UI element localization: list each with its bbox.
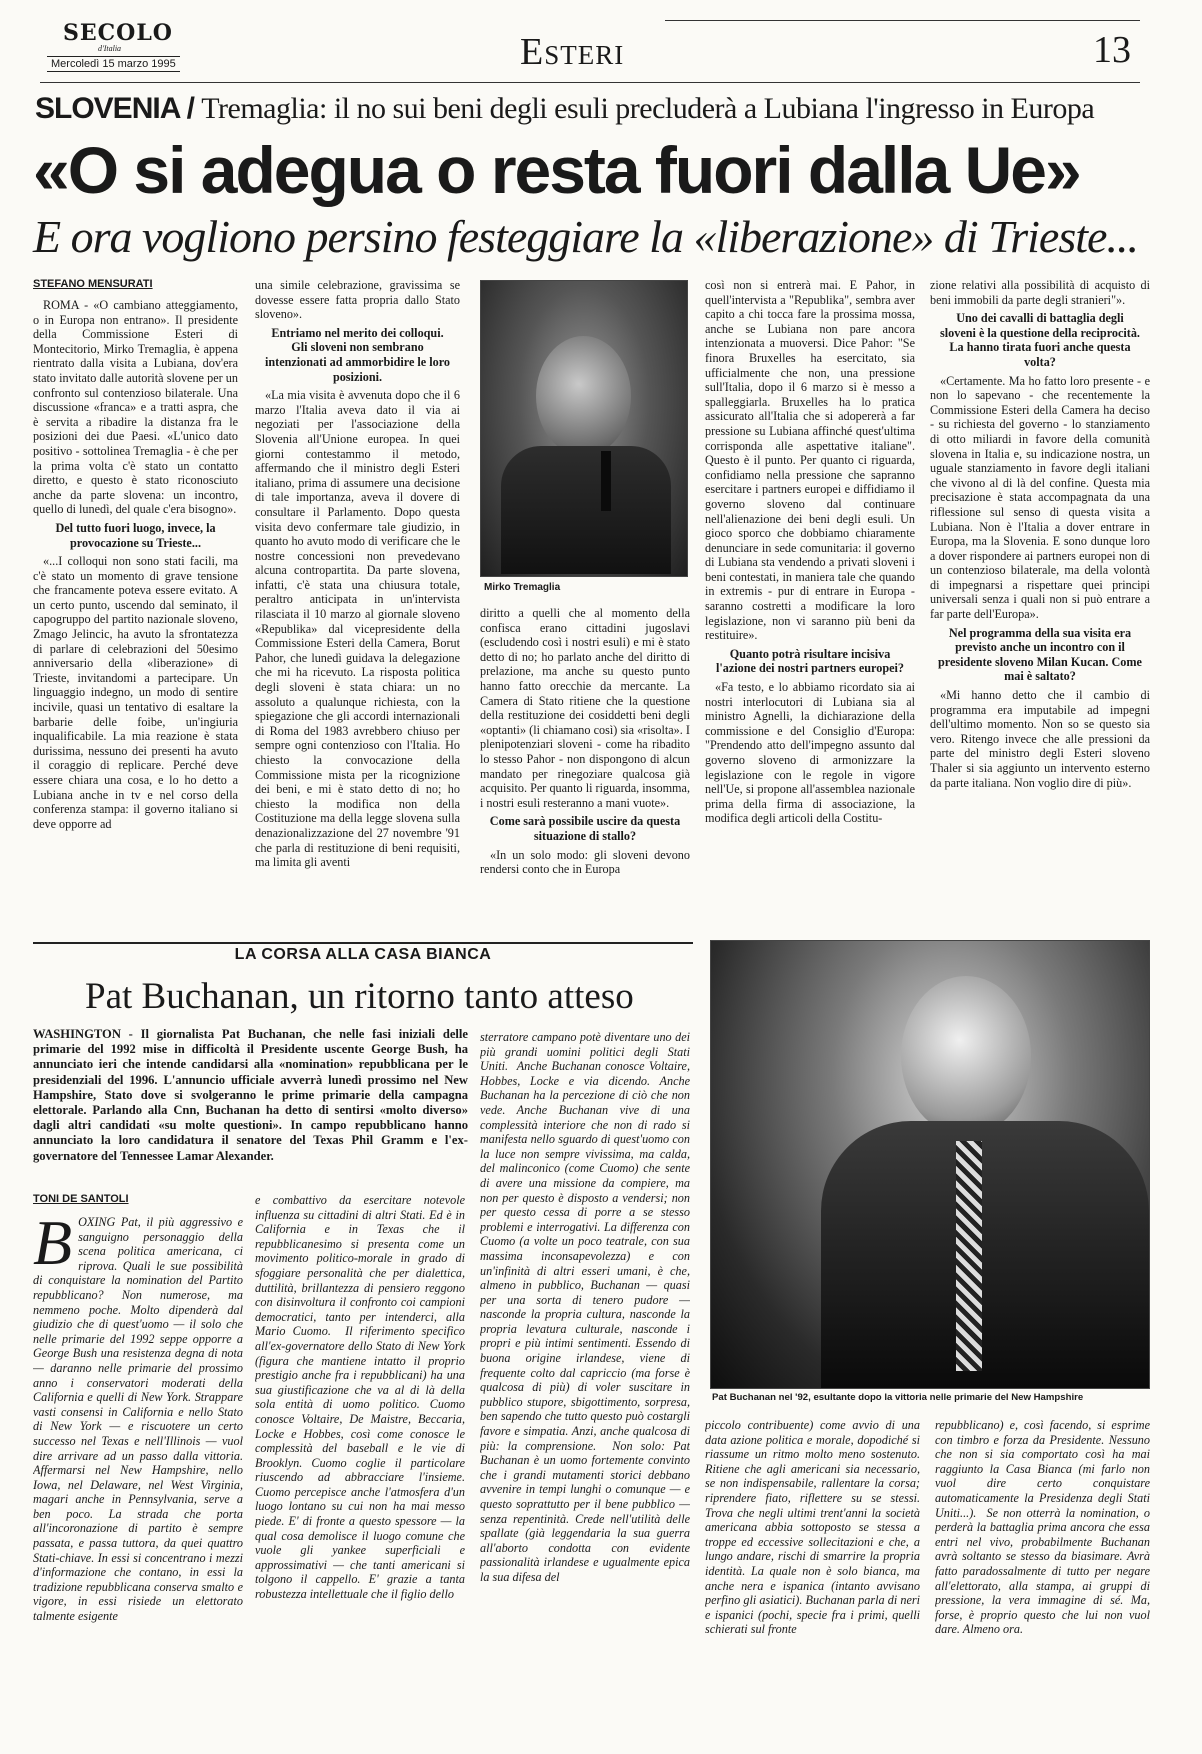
issue-date: Mercoledì 15 marzo 1995 [47, 56, 180, 72]
article1-paragraph: «La mia visita è avvenuta dopo che il 6 marzo l'Italia aveva dato il via ai negoziati per l'associazione della Slovenia all'Unione europea. In quei giorni contestammo il metodo, affermando che il ministro degli Esteri italiano, prima di assumere una decisione di tale importanza, aveva il dovere di consultare il Parlamento. Dopo questa visita devo confermare tale giudizio, in quanto ho avuto modo di verificare che le nostre concessioni non prevedevano alcuna contropartita. Da parte slovena, infatti, c'è stata una chiusura totale, peraltro anticipata in un'intervista rilasciata il 10 marzo al giornale sloveno «Republika» dal vicepresidente della Commissione Esteri della Camera, Borut Pahor, che lunedì guidava la delegazione che mi ha ricevuto. La risposta politica degli sloveni è stata chiara: un no assoluto a qualunque richiesta, con la spiegazione che gli accordi internazionali di Roma del 1983 avrebbero chiuso per sempre ogni contenzioso con l'Italia. Ho chiesto la convocazione della Commissione mista per la ricognizione dei beni, e mi è stato detto di no; ho chiesto la modifica non della Costituzione ma della legge slovena sulla denazionalizzazione del 27 novembre '91 che parla di restituzione di beni requisiti, ma limita gli aventi [255, 388, 460, 870]
article1-column-4 [705, 278, 915, 912]
buchanan-photo-caption: Pat Buchanan nel '92, esultante dopo la vittoria nelle primarie del New Hampshire [712, 1392, 1084, 1403]
article1-kicker [35, 92, 1094, 126]
kicker-tag: SLOVENIA / [35, 92, 194, 125]
article1-question: Uno dei cavalli di battaglia degli sloveni è la questione della reciprocità. La hanno tirata fuori anche questa volta? [940, 311, 1140, 369]
portrait-body-shape [821, 1121, 1149, 1388]
article2-column-1 [33, 1215, 243, 1740]
article1-column-3 [480, 606, 690, 912]
article2-headline: Pat Buchanan, un ritorno tanto atteso [85, 976, 634, 1017]
article1-column-5 [930, 278, 1150, 912]
article1-paragraph: «In un solo modo: gli sloveni devono rendersi conto che in Europa [480, 847, 690, 877]
article1-subhead: E ora vogliono persino festeggiare la «liberazione» di Trieste... [33, 211, 1138, 262]
portrait-head-shape [536, 336, 631, 456]
article1-paragraph: così non si entrerà mai. E Pahor, in quell'intervista a "Republika", sembra aver capito a chi tocca fare la prossima mossa, anche se Lubiana non pare ancora intenzionata a muoversi. Dice Pahor: "Se finora Bruxelles ha esercitato, sia ufficialmente che non, una pressione sull'Italia, dopo il 6 marzo si è messo a spalleggiarla. Bruxelles ha lo pratica assicurato all'Italia che si adopererà a far pressione su Lubiana affinché quest'ultima corrisponda alle aspettative italiane". Questo è il punto. Per quanto ci riguarda, confidiamo nella pressione che sapranno esercitare i partners europei e diffidiamo il governo sloveno dal continuare nell'alienazione dei beni degli esuli. Un gioco sporco che dobbiamo chiaramente denunciare in sede comunitaria: il governo di Lubiana sta vendendo a privati sloveni i beni contestati, in maniera tale che quando in extremis - pur di entrare in Europa - saranno costretti a modificare la loro legislazione, non vi saranno più beni da restituire». [705, 278, 915, 643]
article1-headline: «O si adegua o resta fuori dalla Ue» [33, 133, 1080, 207]
tremaglia-photo-caption: Mirko Tremaglia [484, 582, 561, 593]
article1-paragraph: «Mi hanno detto che il cambio di programma era imputabile ad impegni dell'ultimo momento. Non so se questo sia vero. Ritengo invece che alle pressioni da parte del ministro degli Esteri sloveno Thaler si sia aggiunto un intervento esterno da parte italiana. Non voglio dire di più». [930, 688, 1150, 790]
article1-paragraph: diritto a quelli che al momento della confisca erano cittadini jugoslavi (escludendo così i nostri esuli) e mi è stato detto di no; ho parlato anche del diritto di prelazione, ma anche su questo punto hanno fatto orecchie da mercante. La Camera di Stato ritiene che la questione della restituzione dei cosiddetti beni degli «optanti» (li chiamano così) sia «risolta». I plenipotenziari sloveni - come ha ribadito lo stesso Pahor - non dispongono di alcun mandato per rinegoziare qualcosa già acquisito. Per quanto li riguarda, insomma, i nostri esuli resteranno a mani vuote». [480, 606, 690, 810]
article2-column-5 [935, 1418, 1150, 1740]
article1-question: Quanto potrà risultare incisiva l'azione dei nostri partners europei? [716, 646, 904, 676]
article2-paragraph: sterratore campano potè diventare uno dei più grandi uomini politici degli Stati Uniti. Anche Buchanan conosce Voltaire, Hobbes, Locke e via dicendo. Anche Buchanan ha la percezione di ciò che non vede. Anche Buchanan vive di una complessità interiore che non di rado si manifesta nello sguardo di quest'uomo con la luce non sempre vivissima, ma calda, del malinconico (come Cuomo) che sente di avere una missione da compiere, ma non per questo è disposto a vendersi; non per questo cessa di porre a se stesso problemi e interrogativi. La differenza con Cuomo (a volte un poco teatrale, con sua massima inconsapevolezza) e con un'infinità di altri esseri umani, è che, almeno in pubblico, Buchanan — quasi per una sorta di tenero pudore — nasconde la propria cultura, nasconde la propria levatura culturale, nasconde i propri e più intimi sentimenti. Essendo di buona origine irlandese, viene di frequente colto dal capriccio (ma forse è qualcosa di più) di voler suscitare in pubblico stupore, sbigottimento, sorpresa, ben sapendo che tutto questo può costargli favore e simpatia. Anzi, anche qualcosa di più: la comprensione. Non solo: Pat Buchanan è un uomo fortemente convinto che i grandi mutamenti storici debbano avvenire in tempi lunghi o comunque — e questo soprattutto per il bene pubblico — senza repentinità. Crede nell'utilità delle spallate (già leggendaria la sua guerra all'aborto condotta con evidente passionalità irlandese e ugualmente epica la sua difesa del [480, 1030, 690, 1584]
article2-paragraph: e combattivo da esercitare notevole influenza su cittadini di altri Stati. Ed è in California e in Texas che il repubblicanesimo si presenta come un movimento politico-morale in grado di sfoggiare personalità che per dialettica, duttilità, brillantezza di pensiero reggono con disinvoltura il confronto coi campioni democratici, tanto per intenderci, alla Mario Cuomo. Il riferimento specifico all'ex-governatore dello Stato di New York (figura che mantiene intatto il proprio prestigio anche fra i repubblicani) ha una sua giustificazione che va al di là della sola entità di uomo politico. Cuomo conosce Voltaire, De Maistre, Beccaria, Locke e Hobbes, così come conosce le complessità del baseball e le vie di Brooklyn. Cuomo coglie il particolare riuscendo ad abbracciare l'insieme. Cuomo percepisce anche l'atmosfera d'un luogo lontano su cui non ha mai messo piede. E' di fronte a questo spessore — la qual cosa demolisce il luogo comune che vuole gli yankee superficiali e approssimativi — che tanti americani si tolgono il cappello. E' grazie a tanta robustezza intellettuale che il figlio dello [255, 1193, 465, 1602]
tremaglia-photo [480, 280, 688, 577]
article1-paragraph: «...I colloqui non sono stati facili, ma c'è stato un momento di grave tensione che francamente poteva essere evitato. A un certo punto, uscendo dal seminato, il capogruppo del partito nazionale sloveno, Zmago Jelincic, ha avuto la sfrontatezza di parlare di celebrazioni del 50esimo anniversario della «liberazione» di Trieste, invitandomi a partecipare. Un linguaggio indegno, un modo di sentire incivile, quasi un tentativo di esaltare la barbarie delle foibe, un'ingiuria inqualificabile. La mia reazione è stata durissima, nessuno dei presenti ha avuto il coraggio di replicare. Perché deve essere chiara una cosa, e lo ho detto a Lubiana anche in tv e nel corso della conferenza stampa: il governo italiano si deve opporre ad [33, 554, 238, 831]
article1-question: Del tutto fuori luogo, invece, la provocazione su Trieste... [55, 520, 216, 550]
article2-paragraph: piccolo contribuente) come avvio di una data azione politica e morale, dopodiché si riassume un ritmo molto meno sostenuto. Ritiene che agli americani sia necessario, se non indispensabile, rallentare la corsa; riprendere fiato, riflettere su se stessi. Trova che negli ultimi trent'anni la società americana abbia sottoposto se stessa a troppe ed eccessive sollecitazioni e che, a lungo andare, rischi di smarrire la propria identità. La quale non è solo bianca, ma anche nera e ispanica (intanto avvisano perfino gli asiatici). Buchanan parla di neri e ispanici (pochi, specie fra i primi, quelli schierati sul fronte [705, 1418, 920, 1637]
article1-question: Nel programma della sua visita era previsto anche un incontro con il presidente sloveno Milan Kucan. Come mai è saltato? [938, 625, 1142, 684]
dropcap: B [33, 1215, 73, 1278]
article1-paragraph: ROMA - «O cambiano atteggiamento, o in Europa non entrano». Il presidente della Commissione Esteri di Montecitorio, Mirko Tremaglia, è appena rientrato dalla visita a Lubiana, dov'era stato invitato dalle autorità slovene per un confronto sul contenzioso bilaterale. Una discussione «franca» e a tratti aspra, che è servita a ribadire la distanza fra le posizioni dei due Paesi. «L'unico dato positivo - sottolinea Tremaglia - è che per la prima volta c'è stato un contatto diretto, e questo è stato riconosciuto anche da parte slovena: un incontro, quello di lunedì, del quale c'era bisogno». [33, 298, 238, 517]
article1-question: Entriamo nel merito dei colloqui. Gli sloveni non sembrano intenzionati ad ammorbidire le loro posizioni. [264, 325, 451, 384]
article1-paragraph: una simile celebrazione, gravissima se dovesse essere fatta propria dallo Stato sloveno». [255, 278, 460, 322]
article1-byline: STEFANO MENSURATI [33, 278, 153, 290]
article2-lead: WASHINGTON - Il giornalista Pat Buchanan, che nelle fasi iniziali delle primarie del 1992 mise in difficoltà il Presidente uscente George Bush, ha annunciato ieri che intende candidarsi alla «nomination» repubblicana per le presidenziali del 1996. L'annuncio ufficiale avverrà lunedì prossimo nel New Hampshire, Stato dove si svolgeranno le prime primarie della campagna elettorale. Parlando alla Cnn, Buchanan ha detto di sentirsi «molto diverso» dagli altri candidati «su molte questioni». In campo repubblicano hanno annunciato la loro candidatura il senatore del Texas Phil Gramm e l'ex-governatore del Tennessee Lamar Alexander. [33, 1027, 468, 1163]
section-title: Esteri [520, 31, 625, 73]
newspaper-logo: SECOLO [63, 20, 173, 46]
article1-column-2 [255, 278, 460, 912]
masthead-rule [40, 82, 1140, 83]
buchanan-photo [710, 940, 1150, 1389]
article2-byline: TONI DE SANTOLI [33, 1193, 129, 1205]
article2-banner: LA CORSA ALLA CASA BIANCA [33, 942, 693, 966]
article2-paragraph: OXING Pat, il più aggressivo e sanguigno personaggio della scena politica americana, ci riprova. Quali le sue possibilità di conquistare la nomination del Partito repubblicano? Non numerose, ma nemmeno poche. Molto dipenderà dal giudizio che di quest'uomo — il solo che nelle primarie del 1992 seppe opporre a George Bush una resistenza degna di nota — daranno nelle primarie del prossimo anno i conservatori moderati della California e quelli di New York. Strappare vasti consensi in California e nello Stato di New York — e riscuotere un certo successo nel Texas e nell'Illinois — vuol dire arrivare ad un passo dalla vittoria. Affermarsi nel New Hampshire, nello Iowa, nel Delaware, nel West Virginia, magari anche in Pennsylvania, serve a ben poco. La strada che porta all'incoronazione di partito è sempre passata, e passa tuttora, da quei quattro Stati-chiave. In essi si concentrano i mezzi d'informazione che contano, in essi la tradizione repubblicana conserva smalto e vigore, in essi risiede un elettorato talmente esigente [33, 1215, 243, 1624]
article1-question: Come sarà possibile uscire da questa situazione di stallo? [489, 814, 681, 843]
striped-tie-shape [956, 1141, 982, 1371]
portrait-head-shape [901, 976, 1031, 1136]
portrait-body-shape [501, 446, 671, 574]
page-number: 13 [1093, 29, 1131, 71]
article2-column-3 [480, 1030, 690, 1740]
article2-column-4 [705, 1418, 920, 1740]
newspaper-logo-sub: d'Italia [98, 44, 122, 53]
article2-paragraph: repubblicano) e, così facendo, si esprime con timbro e forza da Presidente. Nessuno che non si sia comportato così ha mai raggiunto la Casa Bianca (mi farlo non vuol dire certo conquistare automaticamente la Presidenza degli Stati Uniti...). Se non otterrà la nomination, o perderà la battaglia prima ancora che essa entri nel vivo, probabilmente Buchanan avrà soltanto se stesso da biasimare. Avrà fatto paradossalmente di tutto per negare all'elettorato, alla stampa, ai gruppi di pressione, la vera immagine di sé. Ma, forse, è proprio questo che lui non vuol dare. Almeno ora. [935, 1418, 1150, 1637]
microphone-shape [601, 451, 611, 511]
kicker-text: Tremaglia: il no sui beni degli esuli precluderà a Lubiana l'ingresso in Europa [201, 92, 1095, 125]
article2-column-2 [255, 1193, 465, 1740]
article1-column-1 [33, 298, 238, 912]
article1-paragraph: zione relativi alla possibilità di acquisto di beni immobili da parte degli stranieri"». [930, 278, 1150, 307]
top-rule [665, 20, 1140, 21]
article1-paragraph: «Certamente. Ma ho fatto loro presente - e non lo sapevano - che recentemente la Commissione Esteri della Camera ha deciso - su richiesta del governo - lo stanziamento di otto miliardi in favore della comunità slovena in Italia e, su indicazione nostra, un uguale stanziamento in favore degli italiani che vivono al di là del confine. Questa mia precisazione è stata accompagnata da una riflessione sul senso di questa visita a Lubiana. Non è l'Italia a dover entrare in Europa, ma la Slovenia. E sono dunque loro a dover rispondere ai partners europei non di un contenzioso bilaterale, ma della volontà di impegnarsi a rispettare quei principi universali senza i quali non si può entrare a far parte dell'Europa». [930, 373, 1150, 622]
article1-paragraph: «Fa testo, e lo abbiamo ricordato sia ai nostri interlocutori di Lubiana sia al ministro Agnelli, la dichiarazione della commissione e del Consiglio d'Europa: "Prendendo atto dell'impegno assunto dal governo sloveno di armonizzare la legislazione con le regole in vigore nell'Ue, si propone all'assemblea nazionale prima della firma di associazione, la modifica degli articoli della Costitu- [705, 680, 915, 826]
